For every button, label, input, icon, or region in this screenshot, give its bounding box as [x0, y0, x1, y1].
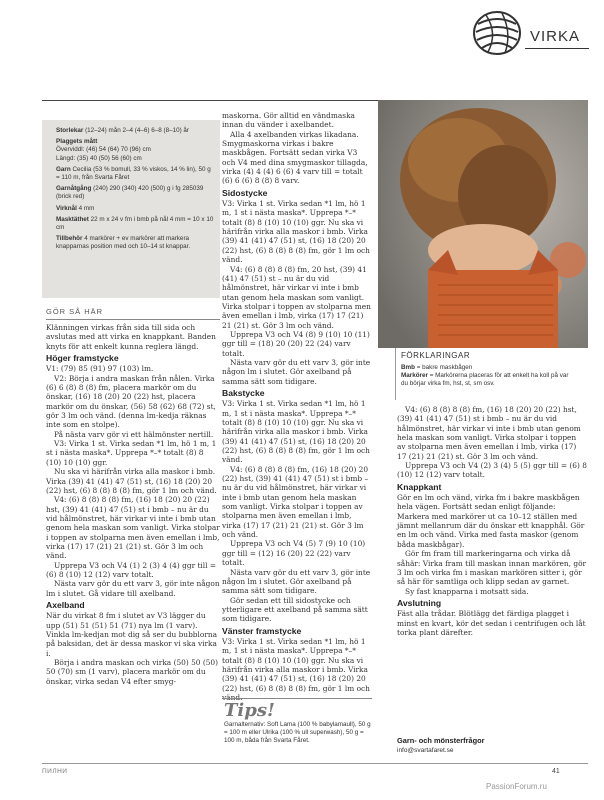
sizes-label: Storlekar [56, 127, 84, 134]
paragraph: V3: Virka 1 st. Virka sedan *1 lm, hö 1 m, 1 st i nästa maska*. Upprepa *–* totalt (8) 8 (10) 10 (10) ggr. Nu ska vi härifrån virka alla maskor i bmb. Virka (39) 41 (41) 47 (51) st, (16) 18 (20) 20 (22) hst, (6) 8 (8) 8 (8) fm, gör 1 lm och vänd. [222, 199, 370, 265]
heading-button-band: Knappkant [397, 481, 442, 492]
paragraph: När du virkat 8 fm i slutet av V3 lägger du upp (51) 51 (51) 51 (71) nya lm (1 varv). Vinkla lm-kedjan mot dig så ser du bubblorna på baksidan, det är dessa maskor vi ska virka i. [46, 611, 218, 658]
yarn-value: Cecilia (53 % bomull, 33 % viskos, 14 % lin), 50 g = 110 m, från Svarta Fåret [56, 165, 211, 182]
amount-label: Garnåtgång [56, 185, 92, 193]
paragraph: Gör sedan ett till sidostycke och ytterligare ett axelband på samma sätt som tidigare. [222, 595, 368, 624]
paragraph: Alla 4 axelbanden virkas likadana. Smygmaskorna virkas i bakre maskbågen. Fortsätt sedan virka V3 och V4 med dina smygmaskor tillagda, virka (4) 4 (4) 6 (6) 4 varv till = totalt (6) 6 (6) 8 (8) 8 varv. [222, 129, 368, 186]
paragraph: maskorna. Gör alltid en vändmaska innan du vänder i axelbandet. [222, 111, 355, 130]
paragraph: Upprepa V3 och V4 (1) 2 (3) 4 (4) ggr till = (6) 8 (10) 12 (12) varv totalt. [46, 560, 217, 579]
gauge-value: 22 m x 24 v fm i bmb på nål 4 mm = 10 x 10 cm [56, 215, 214, 232]
tips-title: Tips! [224, 700, 275, 721]
heading-finishing: Avslutning [397, 597, 442, 608]
paragraph: Fäst alla trådar. Blötlägg det färdiga plagget i minst en kvart, kör det sedan i centrifugen och låt torka plant därefter. [397, 609, 586, 637]
paragraph: Upprepa V3 och V4 (2) 3 (4) 5 (5) ggr till = (6) 8 (10) 12 (12) varv totalt. [397, 461, 587, 480]
paragraph: V4: (6) 8 (8) 8 (8) fm, 20 hst, (39) 41 (41) 47 (51) st – nu är du vid hålmönstret, här virkar vi inte i bmb utan genom hela maskan som vanligt. Virka stolpar i toppen av stolparna men även emellan i lmb, virka (17) 17 (21) 21 (21) st. Gör 3 lm och vänd. [222, 264, 371, 330]
paragraph: Nu ska vi härifrån virka alla maskor i bmb. Virka (39) 41 (41) 47 (51) st, (16) 18 (20) 20 (22) hst, (6) 8 (8) 8 (8) fm, gör 1 lm och vänd. [46, 467, 217, 495]
product-photo [378, 100, 588, 348]
paragraph: På nästa varv gör vi ett hälmönster nertill. [54, 429, 214, 439]
sizes-value: (12–24) mån 2–4 (4–6) 6–8 (8–10) år [85, 127, 190, 134]
bmb-label: Bmb [401, 364, 415, 371]
instructions-title: GÖR SÅ HÄR [46, 307, 104, 316]
paragraph: V3: Virka 1 st. Virka sedan *1 lm, hö 1 m, 1 st i nästa maska*. Upprepa *–* totalt (8) 8 (10) 10 (10) ggr. Nu ska vi härifrån virka alla maskor i bmb. Virka (39) 41 (41) 47 (51) st, (16) 18 (20) 20 (22) hst, (6) 8 (8) 8 (8) fm, gör 1 lm och vänd. [222, 399, 370, 465]
left-column [46, 323, 220, 686]
amount-value: (240) 290 (340) 420 (500) g i fg 285039 (brick red) [56, 185, 204, 201]
paragraph: Nästa varv gör du ett varv 3, gör inte någon lm i slutet. Gå vidare till axelband. [46, 579, 220, 598]
middle-column [222, 111, 372, 702]
paragraph: V1: (79) 85 (91) 97 (103) lm. [46, 364, 154, 374]
footer-rule [42, 763, 588, 764]
paragraph: Gör fm fram till markeringarna och virka då såhär: Virka fram till maskan innan markören, gör 3 lm och virka fm i maskan markören sitter i, gör så här för samtliga och klipp sedan av garnet. [397, 549, 587, 587]
tips-body: Garnalternativ: Soft Lama (100 % babylamaull), 50 g = 100 m eller Ulrika (100 % ull superwash), 50 g = 100 m, båda från Svarta Fåret. [224, 721, 371, 745]
contact-email: info@svartafaret.se [397, 747, 454, 754]
yarn-ball-icon [472, 10, 522, 56]
paragraph: Nästa varv gör du ett varv 3, gör inte någon lm i slutet. Gör axelband på samma sätt som tidigare. [222, 357, 371, 386]
tips-rule [222, 698, 372, 699]
explanations-body [401, 364, 569, 388]
chest-value: Överviddl: (46) 54 (64) 70 (96) cm [56, 146, 151, 154]
section-title: VIRKA [530, 28, 581, 45]
header-rule [525, 48, 589, 49]
right-column [397, 405, 587, 637]
marker-label: Markörer [401, 372, 428, 380]
heading-right-front: Höger framstycke [46, 353, 119, 364]
extras-label: Tillbehör [56, 235, 83, 243]
paragraph: Börja i andra maskan och virka (50) 50 (50) 50 (70) sm (1 varv), placera markör om du önskar, virka sedan V4 efter smyg- [46, 658, 219, 686]
explanations-title: FÖRKLARINGAR [401, 351, 471, 360]
hook-value: 4 mm [78, 204, 95, 212]
marker-value: = Markörerna placeras för att enkelt ha koll på var du börjar virka fm, hst, st, sm osv. [401, 372, 569, 388]
heading-left-front: Vänster framstycke [222, 625, 302, 636]
heading-back-piece: Bakstycke [222, 387, 265, 398]
heading-shoulder-strap: Axelband [46, 599, 85, 610]
heading-side-piece: Sidostycke [222, 187, 268, 198]
instructions-rule [46, 319, 220, 320]
paragraph: V3: Virka 1 st. Virka sedan *1 lm, hö 1 m, 1 st i nästa maska*. Upprepa *–* totalt (8) 8 (10) 10 (10) ggr. [46, 439, 217, 467]
watermark: PassionForum.ru [486, 782, 547, 791]
paragraph: Upprepa V3 och V4 (8) 9 (10) 10 (11) ggr till = (18) 20 (20) 22 (24) varv totalt. [222, 329, 370, 358]
yarn-label: Garn [56, 165, 71, 173]
paragraph: V2: Börja i andra maskan från nålen. Virka (6) 6 (8) 8 (8) fm, placera markör om du önskar, (16) 18 (20) 20 (22) hst, placera markör om du önskar, (56) 58 (62) 68 (72) st, gör 3 lm och vänd. (denna lm-kedja räknas inte som en stolpe). [46, 373, 216, 430]
paragraph: Nästa varv gör du ett varv 3, gör inte någon lm i slutet. Gör axelband på samma sätt som tidigare. [222, 567, 371, 596]
paragraph: V4: (6) 8 (8) 8 (8) fm, (16) 18 (20) 20 (22) hst, (39) 41 (41) 47 (51) st i bmb – nu är du vid hålmönstret, här virkar vi inte i bmb utan genom hela maskan som vanligt. Virka stolpar i toppen av stolparna men även emellan i lmb, virka (17) 17 (21) 21 (21) st. Gör 3 lm och vänd. [397, 405, 581, 461]
gauge-label: Masktäthet [56, 215, 89, 223]
paragraph: V4: (6) 8 (8) 8 (8) fm, (16) 18 (20) 20 (22) hst, (39) 41 (41) 47 (51) st i bmb – nu är du vid hålmönstret, här virkar vi inte i bmb utan genom hela maskan som vanligt. Virka stolpar i toppen av stolparna men även emellan i lmb, virka (17) 17 (21) 21 (21) st. Gör 3 lm och vänd. [46, 495, 220, 561]
bmb-value: = bakre maskbågen [416, 364, 473, 371]
measures-label: Plaggets mått [56, 138, 98, 146]
paragraph: V4: (6) 8 (8) 8 (8) fm, (16) 18 (20) 20 (22) hst, (39) 41 (41) 47 (51) st i bmb – nu är du vid hålmönstret, här virkar vi inte i bmb utan genom hela maskan som vanligt. Virka stolpar i toppen av stolparna men även emellan i lmb, virka (17) 17 (21) 21 (21) st. Gör 3 lm och vänd. [222, 464, 369, 540]
extras-value: 4 markörer + ev markörer att markera knapparnas position med och 10–14 st knappar. [56, 235, 191, 251]
footer-left-text: ПИЛНИ [42, 768, 68, 775]
contact-heading: Garn- och mönsterfrågor [397, 736, 485, 745]
paragraph: Gör en lm och vänd, virka fm i bakre maskbågen hela vägen. Fortsätt sedan enligt följande: Markera med markörer ut ca 10–12 ställen med jämnt mellanrum där du önskar ett knapphål. Gör en lm och vänd. Virka med fasta maskor (genom båda maskbågar). [397, 493, 585, 549]
length-value: Längd: (35) 40 (50) 56 (60) cm [56, 154, 142, 162]
info-box-content [56, 127, 216, 255]
hook-label: Virknål [56, 204, 77, 212]
paragraph: Sy fast knapparna i motsatt sida. [405, 586, 529, 596]
page-number: 41 [552, 768, 560, 775]
intro-text: Klänningen virkas från sida till sida och avslutas med att virka en knappkant. Banden knyts för att enkelt kunna reglera längd. [46, 323, 216, 351]
paragraph: Upprepa V3 och V4 (5) 7 (9) 10 (10) ggr till = (12) 16 (20) 22 (22) varv totalt. [222, 539, 366, 568]
paragraph: V3: Virka 1 st. Virka sedan *1 lm, hö 1 m, 1 st i nästa maska*. Upprepa *–* totalt (8) 8 (10) 10 (10) ggr. Nu ska vi härifrån virka alla maskor i bmb. Virka (39) 41 (41) 47 (51) st, (16) 18 (20) 20 (22) hst, (6) 8 (8) 8 (8) fm, gör 1 lm och [222, 636, 370, 693]
